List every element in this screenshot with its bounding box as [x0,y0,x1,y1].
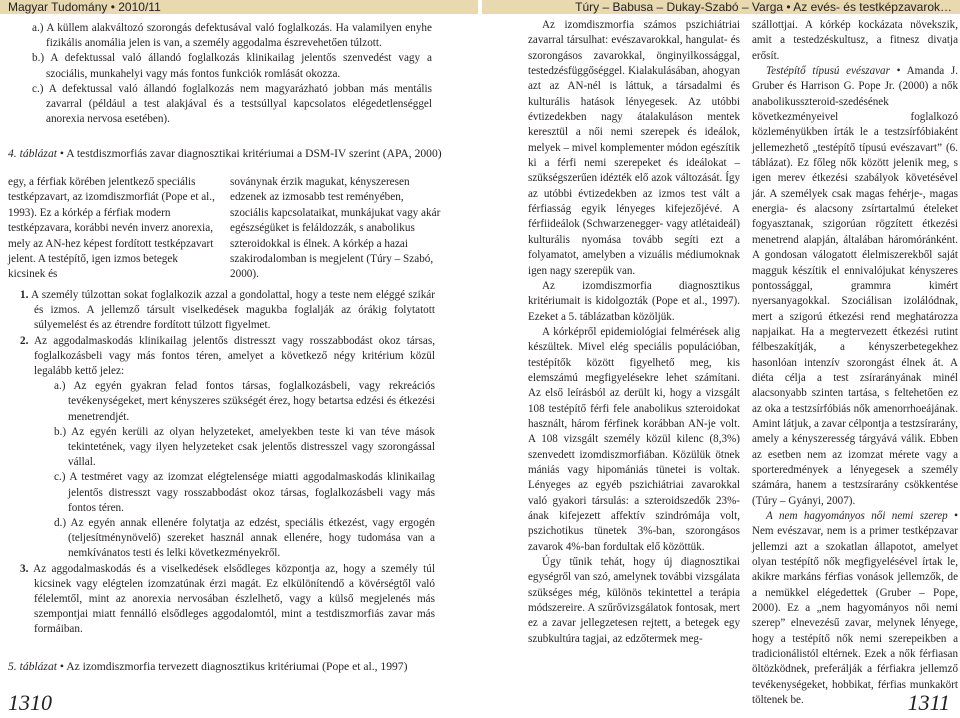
paragraph: Az izomdiszmorfia számos pszichiátriai zavarral társulhat: evészavarokkal, hangulat- és szorongásos zavarokkal, önginyilkossággal, testedzésfüggőséggel. Kialakulásában, ahogyan azt az AN-nél is láttuk, a társadalmi és kulturális hatások lényegesek. Az utóbbi évtizedekben nagy átalakuláson mentek keresztül a női nemi szerepek és ideálok, melyek – mivel komplementer módon egészítik ki a férfi nemi szerepeket és ideálokat – szükségszerűen idézték elő azok változását. Így az utóbbi évtizedekben az izmos test vált a férfiasság egyik lényeges kifejezőjévé. A férfiideálok (Schwarzenegger- vagy atlétaideál) kulturális nyomása tovább segíti ezt a folyamatot, amelyben a vizuális médiumoknak igen nagy szerepük van. [528,19,740,277]
criterion-text: Az aggodalmaskodás és a viselkedések elsődleges központja az, hogy a személy túl kicsinek vagy elégtelen izomzatúnak érzi magát. Ez elkülönítendő a kövérségtől való félelemtől, mint az anorexia nervosában észlelhető, vagy a külső megjelenés más szempontjai miatt fennálló elsődleges aggodalomtól, mint a testdiszmorfiás zavar más formáiban. [33,562,435,636]
subcriterion-text: Az egyén kerüli az olyan helyzeteket, amelyekben teste ki van téve mások tekintetének, vagy ilyen helyzeteket csak jelentős distresszel vagy szorongással vállal. [68,425,435,469]
subcriterion-num: c.) [54,471,66,484]
table5-criteria [20,288,435,638]
body-column-c [528,18,740,647]
section-text: • Nem evészavar, nem is a primer testképzavar jellemzi azt a szokatlan állapotot, amelyet olyan testépítő nők megfigyelésével írtak le, akikre markáns férfias vonások jellemzők, de a nemükkel elégedettek (Gruber – Pope, 2000). Ez a „nem hagyományos női nemi szerep” elnevezésű zavar, melynek lényege, hogy a testépítő nők nemi szerepeikben a tradicionálistól eltérnek. Ezek a nők férfiasan öltözködnek, preferálják a férfiakra jellemző tevékenységeket, hobbikat, férfias munkakört töltenek be. [752,510,959,707]
paragraph: egy, a férfiak körében jelentkező speciális testképzavart, az izomdiszmorfiát (Pope et al., 1993). Ez a kórkép a férfiak modern testképzavara, korábbi nevén inverz anorexia, mely az AN-hez képest fordított testképzavart jelent. A testépítő, igen izmos betegek kicsinek és [8,176,215,281]
running-header-left: Magyar Tudomány • 2010/11 [0,0,478,14]
body-column-a [8,175,218,283]
paragraph: A kórképről epidemiológiai felmérések alig készültek. Mivel elég speciális populációban, testépítők között figyelhető meg, kis elemszámú megfigyelésekre lehet számítani. Az első leírásból az derült ki, hogy a vizsgált 108 testépítő férfi fele anabolikus szteroidokat használt, három férfinek korábban AN-je volt. A 108 vizsgált személy közül kilenc (8,3%) szenvedett izomdiszmorfiában. Közülük ötnek mániás vagy hipomániás tünetei is voltak. Lényeges az egyéb pszichiátriai zavarokkal való gyakori társulás: a szteroidszedők 23%-ának kifejezett affektív szindrómája volt, pszichotikus tünetek 3%-ban, szorongásos zavarok 4%-ban fordultak elő közöttük. [528,325,740,553]
table4-criteria [32,21,432,127]
criterion-text: A személy túlzottan sokat foglalkozik azzal a gondolattal, hogy a teste nem eléggé szikár és izmos. A jellemző társult viselkedések magukba foglalják az órákig folytatott súlyemelést és az étrendre fordított túlzott figyelmet. [31,289,435,332]
section-text: • Amanda J. Gruber és Harrison G. Pope Jr. (2000) a nők anabolikusszteroid-szedésének következményeivel foglalkozó közleményükben írták le a testzsírfóbiaként jellemezhető „testépítő típusú evészavart” (6. táblázat). Ez főleg nők között jelenik meg, s igen merev étkezési szabályok követésével jár. A személyek csak magas fehérje-, magas energia- és alacsony zsírtartalmú ételeket fogyasztanak, szigorúan rögzített étkezési menetrend alapján, általában háromóránként. A gondosan válogatott élelmiszerekből saját magguk készítik el ennivalójukat kényszeres pontossággal, grammra kimért nyersanyagokkal. Szociálisan izolálódnak, mert a szigorú étkezési rend meghatározza napjaikat. Ha a megtervezett étkezési rutint félbeszakítják, a kényszerbetegekhez hasonlóan intenzív szorongást élnek át. A diéta célja a test zsírarányának minél alacsonyabb szinten tartása, s feltehetően ez az oka a testzsírfóbiás nők amenorrhoeájának. Amint látjuk, a zavar célpontja a testzsírarány, amely a kényszeresség tárgyává válik. Ebben az esetben nem az izomzat mérete vagy a sporteredmények a lényegesek a személy számára, hanem a testzsírarány csökkentése (Túry – Gyányi, 2007). [752,65,958,507]
criterion-1 [20,288,435,334]
body-column-d [752,18,958,708]
criterion-text: Az aggodalmaskodás klinikailag jelentős distresszt vagy rosszabbodást okoz társas, foglalkozásbeli vagy más fontos téren, amelyet a következő négy kritérium közül legalább kettő jelez: [33,334,435,378]
subcriterion-num: b.) [54,425,67,438]
criterion-num: 1. [20,289,29,301]
paragraph [752,509,958,708]
table5-text: • Az izomdiszmorfia tervezett diagnosztikus kritériumai (Pope et al., 1997) [59,660,408,673]
paragraph [752,64,958,509]
subcriterion-d [20,516,435,562]
criterion-c: c.) A defektussal való állandó foglalkozás nem magyarázható jobban más mentális zavarral (például a test alakjával és a testsúllyal kapcsolatos elégedetlenséggel anorexia nervosa esetében). [32,82,432,126]
table4-label: 4. táblázat [8,147,57,160]
paragraph: Az izomdiszmorfia diagnosztikus kritériumait is kidolgozták (Pope et al., 1997). Ezeket a 5. táblázatban közöljük. [528,279,740,323]
criterion-b: b.) A defektussal való állandó foglalkozás klinikailag jelentős szenvedést vagy a szociális, munkahelyi vagy más fontos funkciók romlását okozza. [32,52,432,80]
page-number-right: 1311 [907,690,950,715]
criterion-a: a.) A küllem alakváltozó szorongás defektusával való foglalkozás. Ha valamilyen enyhe fizikális anomália jelen is van, a személy aggodalma észrevehetően túlzott. [32,22,432,50]
running-header-right: Túry – Babusa – Dukay-Szabó – Varga • Az evés- és testképzavarok… [482,0,960,14]
criterion-num: 2. [20,334,29,347]
table4-text: • A testdiszmorfiás zavar diagnosztikai kritériumai a DSM-IV szerint (APA, 2000) [59,147,442,160]
body-column-b [230,175,442,283]
paragraph: Úgy tűnik tehát, hogy új diagnosztikai egységről van szó, amelynek további vizsgálata szükséges még, különös tekintettel a terápia módszereire. A szűrővizsgálatok fontosak, mert ez a zavar jellegzetesen rejtett, a betegek egy szubkultúra tagjai, az edzőtermek meg- [528,556,740,645]
paragraph: szállottjai. A kórkép kockázata növekszik, amit a testedzéskultusz, a fitnesz divatja erősít. [752,19,958,62]
criterion-num: 3. [20,562,29,575]
subcriterion-num: a.) [54,380,66,393]
criterion-3 [20,562,435,638]
subcriterion-text: Az egyén annak ellenére folytatja az edzést, speciális étkezést, vagy ergogén (teljesítménynövelő) szereket használ annak ellenére, hogy tudomása van a nemkívánatos testi és lelki következményekről. [68,517,435,560]
table4-caption [8,146,478,161]
section-title: Testépítő típusú evészavar [766,65,890,78]
paragraph: soványnak érzik magukat, kényszeresen edzenek az izmosabb test reményében, szociális kapcsolataikat, munkájukat vagy akár egészségüket is feláldozzák, s anabolikus szteroidokkal is élnek. A kórkép a hazai szakirodalomban is megjelent (Túry – Szabó, 2000). [230,176,441,281]
subcriterion-text: Az egyén gyakran felad fontos társas, foglalkozásbeli, vagy rekreációs tevékenységeket, mert kényszeres szükségét érez, hogy betartsa edzési és étkezési menetrendjét. [68,380,435,423]
table5-label: 5. táblázat [8,660,57,673]
page-number-left: 1310 [8,690,52,715]
subcriterion-a [20,379,435,425]
subcriterion-b [20,425,435,471]
subcriterion-text: A testméret vagy az izomzat elégtelensége miatti aggodalmaskodás klinikailag jelentős distresszt vagy rosszabbodást okoz társas, foglalkozásbeli vagy más fontos téren. [68,471,435,514]
subcriterion-c [20,470,435,516]
section-title: A nem hagyományos női nemi szerep [766,510,948,522]
criterion-2 [20,334,435,380]
subcriterion-num: d.) [54,517,67,530]
table5-caption [8,659,478,674]
